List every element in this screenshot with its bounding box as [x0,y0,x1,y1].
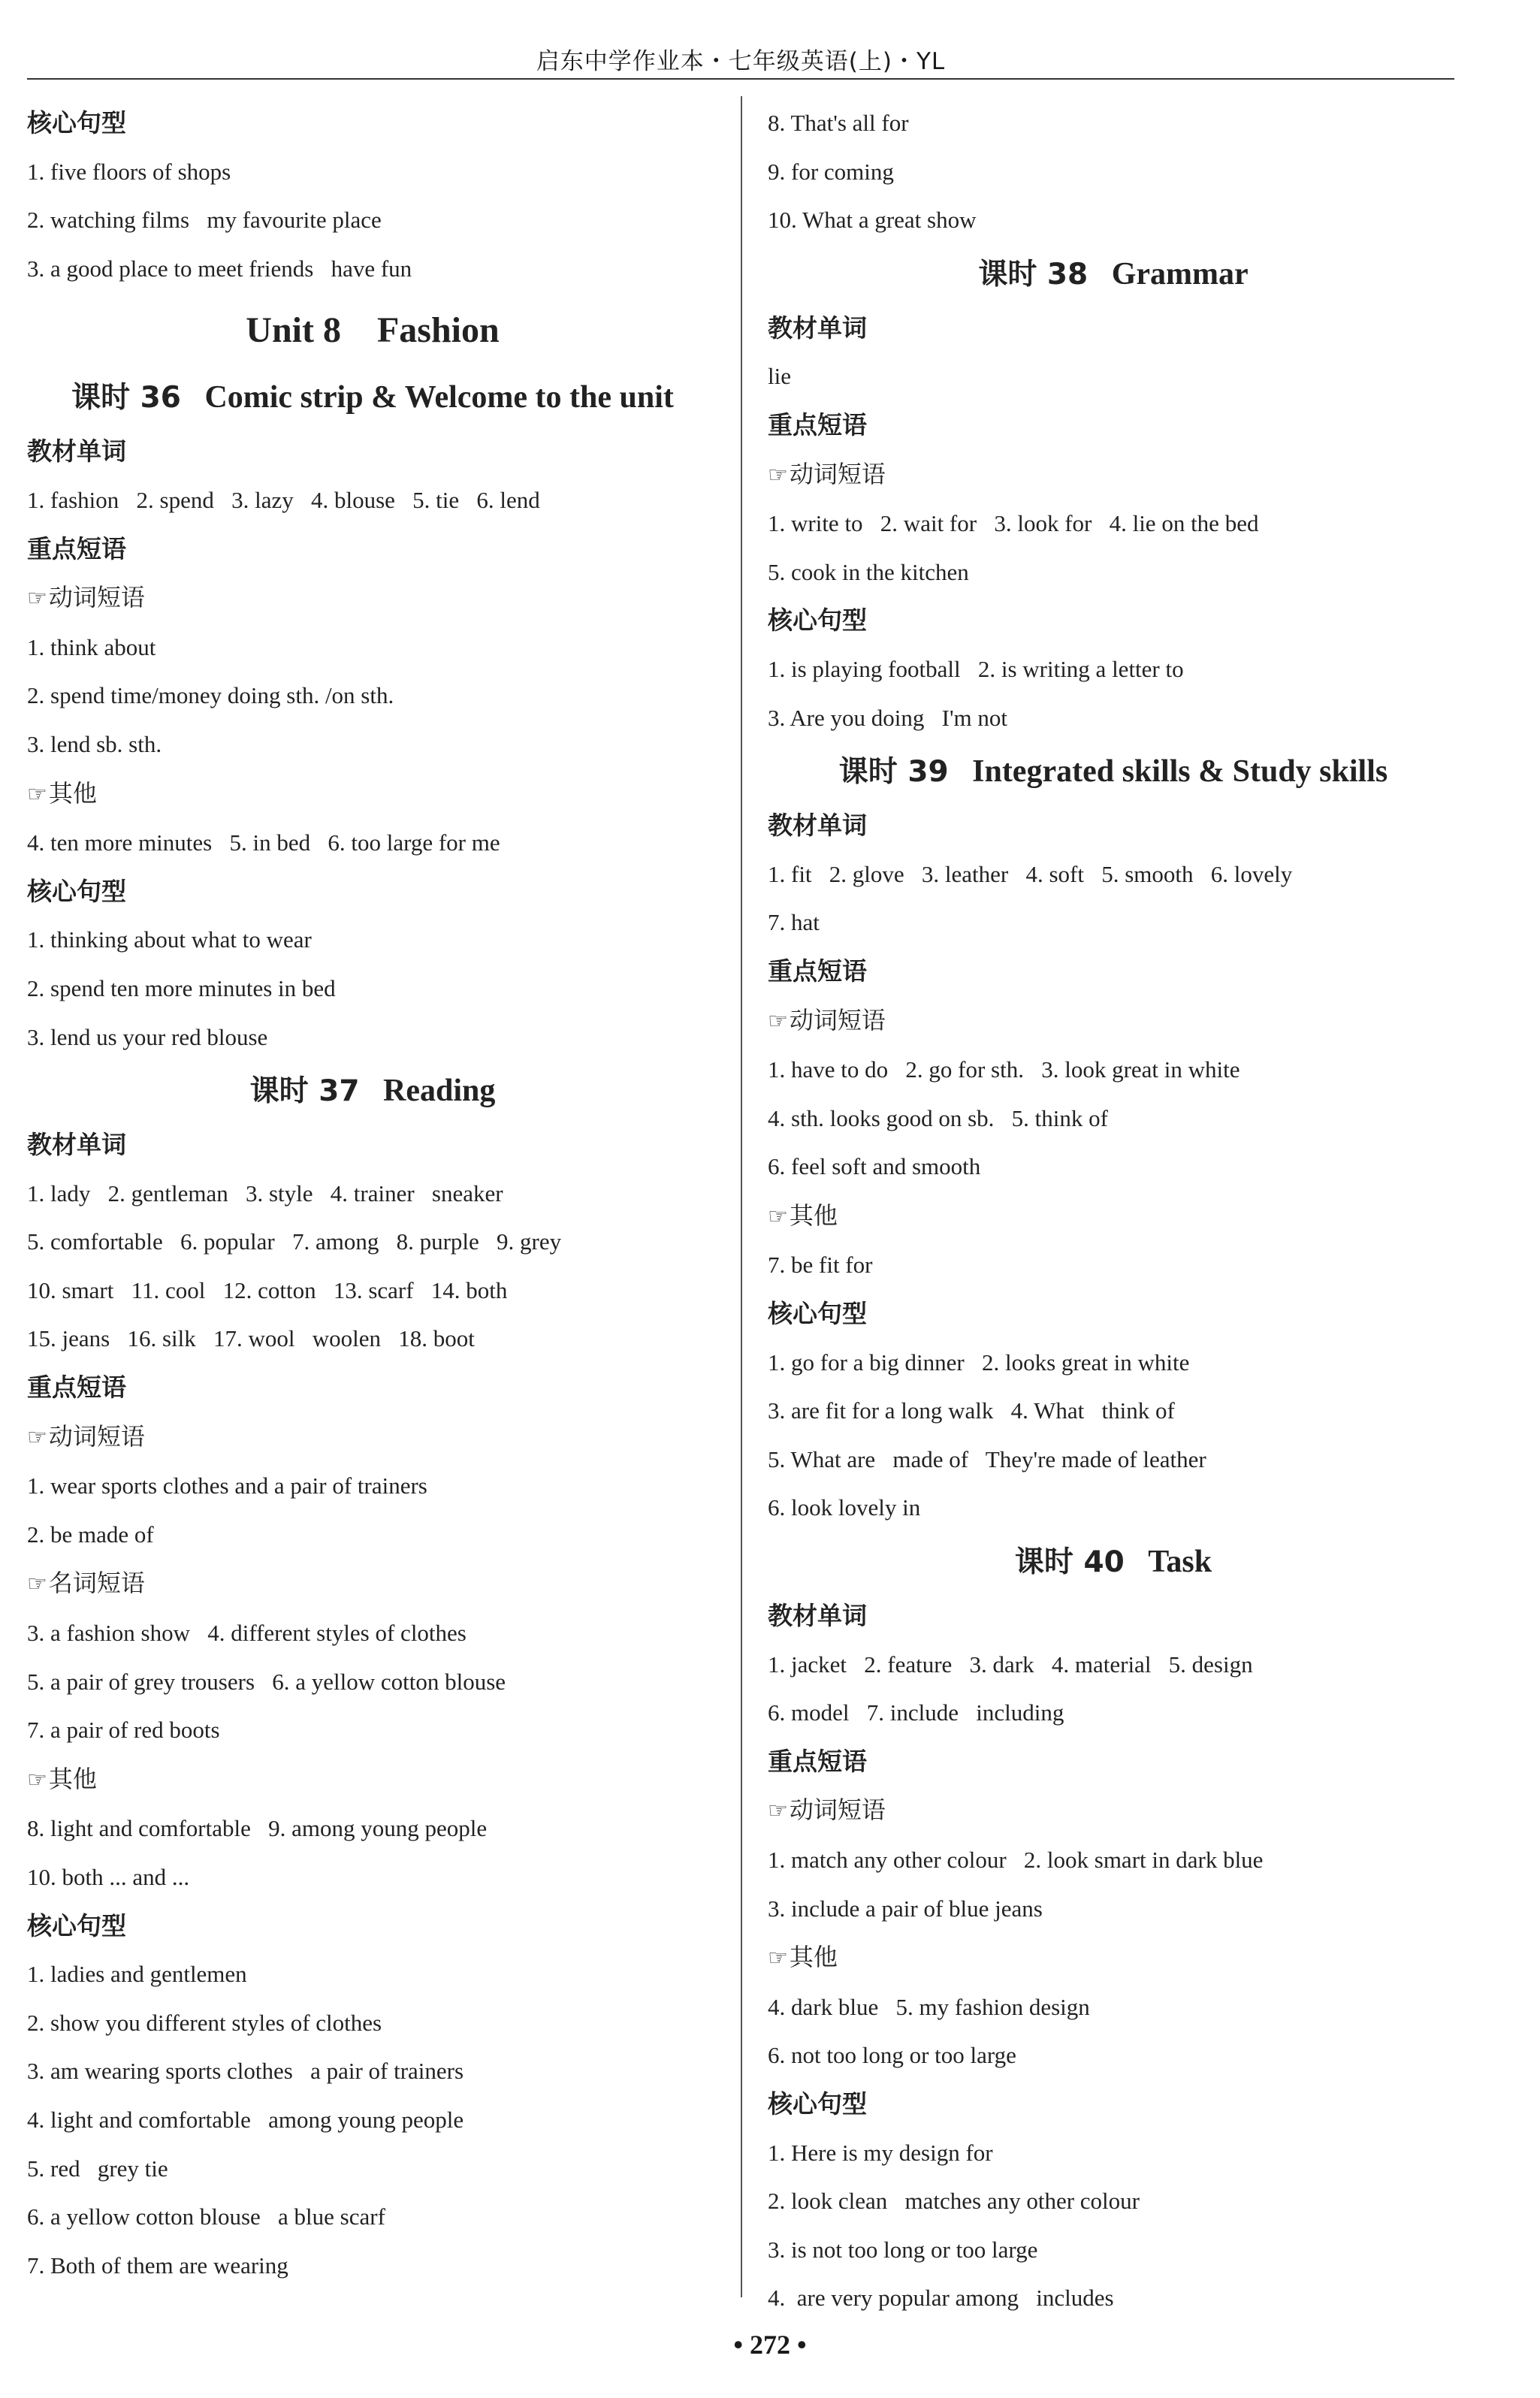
answer-line: 5. a pair of grey trousers 6. a yellow cotton blouse [27,1668,506,1695]
pointing-hand-icon: ☞ [27,1424,47,1451]
section-heading: 核心句型 [27,876,126,906]
lesson-gap [360,1074,384,1108]
section-heading: 重点短语 [27,1373,126,1403]
section-heading: 核心句型 [27,108,126,137]
lesson-gap [1125,1545,1149,1579]
answer-line: 1. is playing football 2. is writing a letter to [768,655,1184,682]
section-heading: 教材单词 [27,1130,126,1160]
answer-line: 4. sth. looks good on sb. 5. think of [768,1104,1108,1131]
left-column [27,99,718,2290]
section-heading: 核心句型 [768,606,867,636]
section-heading: 重点短语 [768,409,867,439]
answer-line: 1. jacket 2. feature 3. dark 4. material 5. design [768,1651,1253,1678]
answer-line: 6. feel soft and smooth [768,1153,981,1180]
answer-line: 10. both ... and ... [27,1864,190,1890]
subsection-label: 其他 [48,1764,97,1793]
answer-line: 1. Here is my design for [768,2139,993,2166]
pointing-hand-icon: ☞ [27,1766,47,1793]
subsection-heading [768,1191,1459,1242]
answer-line: 9. for coming [768,158,894,185]
answer-line: 2. look clean matches any other colour [768,2188,1140,2215]
column-divider [741,96,742,2297]
lesson-title [768,1533,1459,1592]
lesson-number: 课时 38 [978,257,1089,291]
lesson-number: 课时 39 [838,755,949,790]
subsection-heading [27,1412,718,1463]
answer-line: 2. watching films my favourite place [27,207,382,234]
answer-line: 3. lend us your red blouse [27,1023,268,1050]
answer-line: 2. show you different styles of clothes [27,2009,382,2036]
subsection-label: 动词短语 [48,583,145,612]
running-header: 启东中学作业本・七年级英语(上)・YL [536,48,946,75]
subsection-label: 其他 [789,1943,838,1972]
pointing-hand-icon: ☞ [768,1798,788,1825]
lesson-title [27,1062,718,1121]
answer-line: 3. am wearing sports clothes a pair of trainers [27,2058,464,2085]
lesson-name: Reading [383,1074,496,1109]
answer-line: 1. have to do 2. go for sth. 3. look great in white [768,1056,1240,1083]
pointing-hand-icon: ☞ [768,461,788,488]
pointing-hand-icon: ☞ [27,585,47,612]
answer-line: 2. be made of [27,1521,154,1548]
header-rule [27,78,1454,80]
answer-line: 7. Both of them are wearing [27,2252,288,2279]
subsection-heading [768,450,1459,500]
answer-line: 3. include a pair of blue jeans [768,1895,1043,1922]
answer-line: 6. not too long or too large [768,2042,1016,2069]
answer-line: 1. five floors of shops [27,158,231,185]
pointing-hand-icon: ☞ [27,1571,47,1598]
answer-line: 3. a fashion show 4. different styles of clothes [27,1620,467,1647]
lesson-gap [1088,257,1112,291]
answer-line: 6. model 7. include including [768,1699,1064,1726]
answer-line: 1. think about [27,633,156,660]
answer-line: 3. Are you doing I'm not [768,704,1008,731]
subsection-heading [768,1933,1459,1983]
lesson-name: Integrated skills & Study skills [972,754,1388,790]
lesson-gap [181,380,205,415]
pointing-hand-icon: ☞ [768,1203,788,1230]
lesson-title [768,245,1459,304]
lesson-number: 课时 36 [71,381,181,415]
section-heading: 教材单词 [768,811,867,841]
answer-line: 5. cook in the kitchen [768,558,969,585]
answer-line: 4. dark blue 5. my fashion design [768,1993,1090,2020]
answer-line: 5. What are made of They're made of leather [768,1445,1206,1472]
section-heading: 重点短语 [768,1746,867,1776]
section-heading: 教材单词 [768,1601,867,1631]
subsection-heading [27,1559,718,1609]
answer-line: 1. lady 2. gentleman 3. style 4. trainer sneaker [27,1179,503,1207]
right-column [768,99,1459,2323]
subsection-heading [768,1786,1459,1836]
lesson-name: Grammar [1111,256,1249,291]
subsection-label: 动词短语 [48,1421,145,1451]
subsection-heading [768,996,1459,1046]
answer-line: 2. spend time/money doing sth. /on sth. [27,682,394,709]
answer-line: 4. light and comfortable among young people [27,2106,464,2133]
answer-line: 8. That's all for [768,110,909,136]
subsection-heading [27,769,718,820]
lesson-title [768,742,1459,802]
subsection-heading [27,1755,718,1805]
answer-line: 6. a yellow cotton blouse a blue scarf [27,2203,385,2230]
answer-line: 1. write to 2. wait for 3. look for 4. lie on the bed [768,510,1259,537]
answer-line: 5. red grey tie [27,2155,168,2182]
lesson-name: Task [1148,1545,1212,1580]
answer-line: 1. fit 2. glove 3. leather 4. soft 5. smooth 6. lovely [768,860,1293,887]
answer-line: 1. fashion 2. spend 3. lazy 4. blouse 5. tie 6. lend [27,486,540,513]
answer-line: 5. comfortable 6. popular 7. among 8. purple 9. grey [27,1228,562,1255]
page-number: • 272 • [733,2330,807,2360]
answer-line: 10. smart 11. cool 12. cotton 13. scarf 14. both [27,1276,508,1303]
pointing-hand-icon: ☞ [768,1007,788,1034]
answer-line: 1. ladies and gentlemen [27,1961,247,1988]
lesson-number: 课时 37 [249,1074,360,1109]
answer-line: 7. a pair of red boots [27,1717,220,1744]
lesson-gap [949,754,973,789]
lesson-name: Comic strip & Welcome to the unit [204,380,674,415]
subsection-label: 动词短语 [789,459,886,488]
answer-line: 8. light and comfortable 9. among young people [27,1815,488,1842]
answer-line: 10. What a great show [768,207,977,234]
lesson-number: 课时 40 [1014,1545,1125,1580]
subsection-label: 动词短语 [789,1005,886,1034]
subsection-heading [27,573,718,624]
answer-line: 7. hat [768,909,820,936]
lesson-title [27,368,718,427]
section-heading: 核心句型 [768,1299,867,1329]
unit-title: Unit 8 Fashion [246,310,500,351]
answer-line: 1. match any other colour 2. look smart in dark blue [768,1847,1264,1873]
answer-line: 4. ten more minutes 5. in bed 6. too large for me [27,829,500,856]
subsection-label: 动词短语 [789,1795,886,1825]
answer-line: 1. wear sports clothes and a pair of trainers [27,1472,427,1500]
section-heading: 重点短语 [768,956,867,986]
answer-line: 6. look lovely in [768,1494,921,1521]
subsection-label: 其他 [48,778,97,808]
section-heading: 教材单词 [768,313,867,343]
answer-line: 3. a good place to meet friends have fun [27,255,412,282]
answer-line: 3. are fit for a long walk 4. What think of [768,1397,1175,1424]
section-heading: 重点短语 [27,533,126,563]
pointing-hand-icon: ☞ [768,1945,788,1972]
section-heading: 教材单词 [27,436,126,467]
pointing-hand-icon: ☞ [27,781,47,808]
subsection-label: 其他 [789,1201,838,1230]
section-heading: 核心句型 [27,1910,126,1940]
section-heading: 核心句型 [768,2088,867,2119]
answer-line: 3. is not too long or too large [768,2236,1038,2263]
subsection-label: 名词短语 [48,1569,145,1598]
answer-line: 3. lend sb. sth. [27,730,162,757]
answer-line: 7. be fit for [768,1252,873,1279]
answer-line: 4. are very popular among includes [768,2285,1114,2312]
answer-line: lie [768,363,791,390]
answer-line: 1. go for a big dinner 2. looks great in white [768,1348,1190,1376]
answer-line: 2. spend ten more minutes in bed [27,974,336,1001]
answer-line: 1. thinking about what to wear [27,926,312,953]
answer-line: 15. jeans 16. silk 17. wool woolen 18. boot [27,1325,475,1352]
